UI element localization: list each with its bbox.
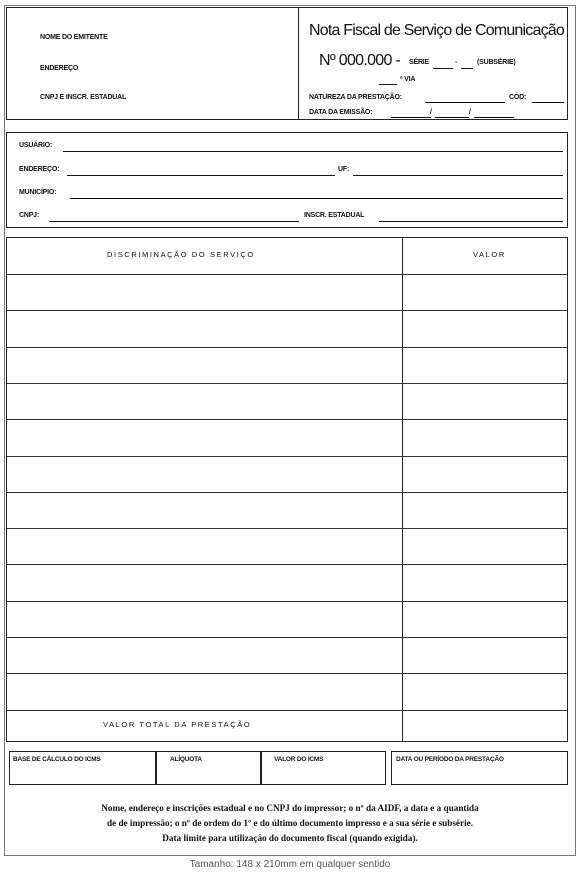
customer-address-field[interactable] (67, 175, 335, 176)
base-calculo-label: BASE DE CÁLCULO DO ICMS (13, 756, 101, 763)
valor-icms-label: VALOR DO ICMS (274, 756, 324, 763)
issuer-address-label: ENDEREÇO (40, 65, 79, 72)
uf-field[interactable] (353, 175, 563, 176)
col-valor-header: VALOR (473, 250, 506, 259)
via-field[interactable] (379, 84, 397, 85)
total-label: VALOR TOTAL DA PRESTAÇÃO (103, 720, 252, 729)
table-row[interactable] (7, 419, 567, 420)
emissao-year-field[interactable] (474, 117, 514, 118)
municipio-label: MUNICÍPIO: (19, 189, 57, 196)
via-label: ª VIA (400, 76, 416, 83)
data-periodo-cell[interactable] (391, 751, 568, 785)
printer-note-line-2: de de impressão; o nº de ordem do 1º e do último documento impresso e a sua série e subsérie. (106, 818, 474, 828)
aliquota-label: ALÍQUOTA (170, 756, 202, 763)
table-row[interactable] (7, 274, 567, 275)
table-row[interactable] (7, 601, 567, 602)
cod-label: CÓD: (509, 94, 527, 101)
printer-note-line-1: Nome, endereço e inscrições estadual e no CNPJ do impressor; o nº da AIDF, a data e a quantida (101, 803, 479, 813)
usuario-field[interactable] (63, 151, 563, 152)
printer-note-line-3: Data limite para utilização do documento fiscal (quando exigida). (162, 833, 418, 843)
invoice-number: Nº 000.000 - (319, 52, 401, 69)
table-row[interactable] (7, 456, 567, 457)
customer-inscr-field[interactable] (379, 221, 563, 222)
table-row[interactable] (7, 347, 567, 348)
invoice-id-box: Nota Fiscal de Serviço de Comunicação Nº 000.000 - SÉRIE - (SUBSÉRIE) ª VIA NATUREZA DA PRESTAÇÃO: CÓD: DATA DA EMISSÃO: / / (298, 7, 568, 120)
issuer-box (6, 7, 300, 120)
issuer-cnpj-label: CNPJ E INSCR. ESTADUAL (40, 94, 127, 101)
service-table (6, 237, 568, 742)
customer-address-label: ENDEREÇO: (19, 166, 60, 173)
emissao-month-field[interactable] (435, 117, 469, 118)
value-column-divider (402, 238, 403, 741)
table-row[interactable] (7, 528, 567, 529)
col-discriminacao-header: DISCRIMINAÇÃO DO SERVIÇO (107, 250, 255, 259)
table-row[interactable] (7, 673, 567, 674)
usuario-label: USUÁRIO: (19, 142, 53, 149)
data-emissao-label: DATA DA EMISSÃO: (309, 109, 373, 116)
invoice-title: Nota Fiscal de Serviço de Comunicação (309, 22, 564, 39)
table-row[interactable] (7, 637, 567, 638)
serie-field[interactable] (433, 68, 453, 69)
cod-field[interactable] (532, 102, 564, 103)
table-row[interactable] (7, 710, 567, 711)
table-row[interactable] (7, 383, 567, 384)
table-row[interactable] (7, 564, 567, 565)
uf-label: UF: (338, 166, 350, 173)
customer-box (6, 132, 568, 228)
size-caption: Tamanho: 148 x 210mm em qualquer sentido (189, 859, 391, 870)
serie-label: SÉRIE (409, 59, 430, 66)
valor-icms-cell[interactable] (261, 751, 386, 785)
customer-cnpj-label: CNPJ: (19, 212, 40, 219)
data-periodo-label: DATA OU PERÍODO DA PRESTAÇÃO (396, 756, 504, 763)
municipio-field[interactable] (70, 198, 563, 199)
customer-cnpj-field[interactable] (49, 221, 299, 222)
base-calculo-cell[interactable] (9, 751, 156, 785)
subserie-field[interactable] (461, 68, 473, 69)
aliquota-cell[interactable] (156, 751, 261, 785)
emissao-day-field[interactable] (391, 117, 431, 118)
issuer-name-label: NOME DO EMITENTE (40, 34, 108, 41)
natureza-label: NATUREZA DA PRESTAÇÃO: (309, 94, 402, 101)
customer-inscr-label: INSCR. ESTADUAL (304, 212, 365, 219)
table-row[interactable] (7, 492, 567, 493)
table-row[interactable] (7, 310, 567, 311)
natureza-field[interactable] (425, 102, 505, 103)
subserie-label: (SUBSÉRIE) (477, 59, 516, 66)
